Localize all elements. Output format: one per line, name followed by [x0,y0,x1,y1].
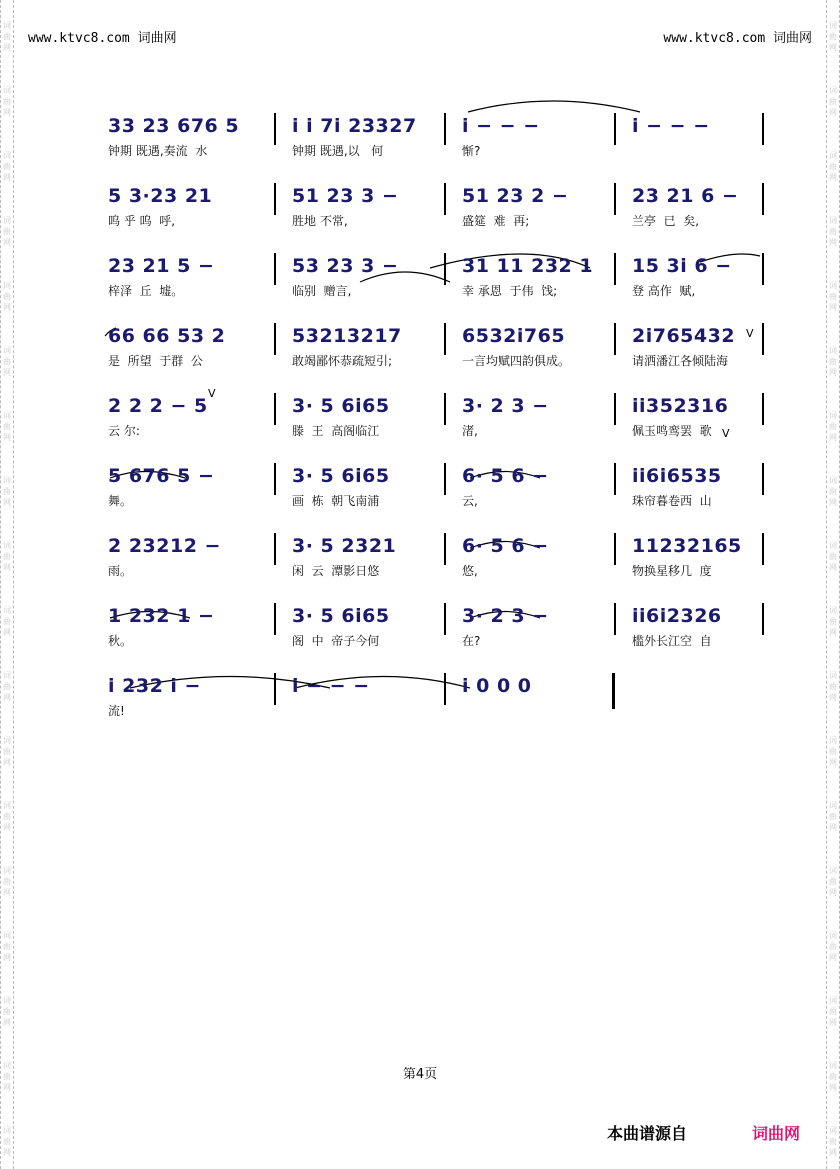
watermark-text: 词 曲 网 [3,411,11,442]
measure-lyrics: 惭? [462,144,481,158]
measure-lyrics: 胜地 不常, [292,214,348,228]
measure-lyrics: 滕 王 高阁临江 [292,424,380,438]
measure-notes: 33 23 676 5 [108,115,240,137]
measure-notes: 6532i765 [462,325,566,347]
measure-notes: i 0 0 0 [462,675,532,697]
measure-lyrics: 槛外长江空 自 [632,634,712,648]
watermark-text: 词 曲 网 [3,736,11,767]
barline [614,253,616,285]
barline [444,393,446,425]
measure-notes: 23 21 6 − [632,185,739,207]
barline [614,463,616,495]
watermark-text: 词 曲 网 [829,346,837,377]
watermark-text: 词 曲 网 [829,86,837,117]
watermark-text: 词 曲 网 [3,216,11,247]
measure-notes: 15 3i 6 − [632,255,732,277]
barline [444,463,446,495]
measure-notes: 23 21 5 − [108,255,215,277]
measure-notes: ii352316 [632,395,729,417]
measure-notes: 31 11 232 1 [462,255,594,277]
measure-lyrics: 云 尔: [108,424,140,438]
watermark-text: 词 曲 网 [829,1126,837,1157]
measure-lyrics: 呜 乎 呜 呼, [108,214,176,228]
barline [274,323,276,355]
watermark-text: 词 曲 网 [829,411,837,442]
measure-lyrics: 闲 云 潭影日悠 [292,564,380,578]
watermark-text: 词 曲 网 [3,346,11,377]
measure-notes: 6· 5 6 − [462,465,549,487]
barline [614,393,616,425]
measure-lyrics: 流! [108,704,125,718]
watermark-text: 词 曲 网 [3,86,11,117]
watermark-text: 词 曲 网 [829,671,837,702]
watermark-text: 词 曲 网 [3,281,11,312]
measure-lyrics: 临别 赠言, [292,284,352,298]
measure-notes: i − − − [462,115,540,137]
measure-notes: 5 676 5 − [108,465,215,487]
barline [614,183,616,215]
measure-lyrics: 阁 中 帝子今何 [292,634,380,648]
measure-notes: 2 23212 − [108,535,221,557]
measure-notes: ii6i2326 [632,605,722,627]
measure-lyrics: 在? [462,634,481,648]
measure-lyrics: 登 高作 赋, [632,284,696,298]
measure-notes: 51 23 2 − [462,185,569,207]
measure-lyrics: 渚, [462,424,478,438]
measure-lyrics: 物换星移几 度 [632,564,712,578]
barline [614,533,616,565]
measure-notes: 6· 5 6 − [462,535,549,557]
breath-mark: V [208,387,216,400]
measure-lyrics: 画 栋 朝飞南浦 [292,494,380,508]
barline [762,183,764,215]
measure-notes: 3· 5 6i65 [292,395,390,417]
barline [614,113,616,145]
measure-lyrics: 幸 承恩 于伟 饯; [462,284,558,298]
watermark-text: 词 曲 网 [3,151,11,182]
barline [444,253,446,285]
barline [274,603,276,635]
measure-notes: i i 7i 23327 [292,115,417,137]
measure-notes: 3· 5 6i65 [292,605,390,627]
measure-notes: 2 2 2 − 5 [108,395,208,417]
barline [762,253,764,285]
barline [274,393,276,425]
measure-notes: 53213217 [292,325,402,347]
header-url-right: www.ktvc8.com 词曲网 [663,31,812,46]
measure-notes: 3· 5 2321 [292,535,397,557]
watermark-text: 词 曲 网 [829,476,837,507]
watermark-text: 词 曲 网 [3,476,11,507]
barline [274,533,276,565]
barline [274,113,276,145]
breath-mark: V [722,427,730,440]
watermark-text: 词 曲 网 [829,606,837,637]
watermark-text: 词 曲 网 [829,996,837,1027]
watermark-text: 词 曲 网 [3,931,11,962]
page-number: 第4页 [402,1067,438,1082]
barline [274,463,276,495]
measure-notes: 5 3·23 21 [108,185,213,207]
footer-source-label: 本曲谱源自 [607,1124,688,1143]
measure-lyrics: 雨。 [108,564,133,578]
measure-notes: 3· 2 3 − [462,395,549,417]
measure-lyrics: 珠帘暮卷西 山 [632,494,712,508]
watermark-text: 词 曲 网 [829,1061,837,1092]
barline [614,323,616,355]
watermark-text: 词 曲 网 [3,1126,11,1157]
barline [762,393,764,425]
watermark-text: 词 曲 网 [829,736,837,767]
barline [274,253,276,285]
watermark-text: 词 曲 网 [829,21,837,52]
barline [444,603,446,635]
measure-lyrics: 佩玉鸣鸾罢 歌 [632,424,712,438]
measure-lyrics: 敢竭鄙怀恭疏短引; [292,354,393,368]
barline [274,183,276,215]
watermark-text: 词 曲 网 [3,541,11,572]
barline [444,533,446,565]
barline [444,673,446,705]
barline [762,603,764,635]
watermark-text: 词 曲 网 [829,541,837,572]
watermark-text: 词 曲 网 [3,1061,11,1092]
watermark-text: 词 曲 网 [829,931,837,962]
measure-lyrics: 云, [462,494,478,508]
tie-arc [468,101,640,112]
watermark-text: 词 曲 网 [829,801,837,832]
final-barline [612,673,615,709]
watermark-text: 词 曲 网 [3,801,11,832]
barline [274,673,276,705]
barline [762,323,764,355]
barline [444,323,446,355]
measure-notes: 3· 2 3 − [462,605,549,627]
barline [444,113,446,145]
measure-notes: 11232165 [632,535,742,557]
measure-lyrics: 请洒潘江各倾陆海 [632,354,729,368]
measure-lyrics: 悠, [462,564,478,578]
barline [762,113,764,145]
watermark-text: 词 曲 网 [3,866,11,897]
footer-brand: 词曲网 [752,1124,801,1143]
breath-mark: V [746,327,754,340]
measure-notes: ii6i6535 [632,465,722,487]
watermark-text: 词 曲 网 [3,671,11,702]
measure-lyrics: 一言均赋四韵俱成。 [462,354,571,368]
measure-notes: 53 23 3 − [292,255,399,277]
watermark-text: 词 曲 网 [829,281,837,312]
watermark-text: 词 曲 网 [829,216,837,247]
measure-lyrics: 秋。 [108,634,133,648]
barline [762,533,764,565]
watermark-text: 词 曲 网 [829,866,837,897]
measure-notes: i 232 i − [108,675,201,697]
measure-notes: 3· 5 6i65 [292,465,390,487]
measure-lyrics: 舞。 [108,494,133,508]
measure-notes: 2i765432 [632,325,736,347]
measure-lyrics: 兰亭 已 矣, [632,214,700,228]
measure-notes: i − − − [632,115,710,137]
header-url-left: www.ktvc8.com 词曲网 [28,31,177,46]
watermark-text: 词 曲 网 [3,606,11,637]
watermark-text: 词 曲 网 [3,996,11,1027]
watermark-text: 词 曲 网 [829,151,837,182]
barline [614,603,616,635]
measure-lyrics: 钟期 既遇,奏流 水 [108,144,208,158]
barline [762,463,764,495]
watermark-text: 词 曲 网 [3,21,11,52]
measure-lyrics: 盛筵 难 再; [462,214,530,228]
measure-notes: 1 232 1 − [108,605,215,627]
measure-notes: i − − − [292,675,370,697]
measure-notes: 51 23 3 − [292,185,399,207]
measure-notes: 66 66 53 2 [108,325,226,347]
barline [444,183,446,215]
measure-lyrics: 钟期 既遇,以 何 [292,144,384,158]
measure-lyrics: 梓泽 丘 墟。 [108,284,184,298]
measure-lyrics: 是 所望 于群 公 [108,354,203,368]
